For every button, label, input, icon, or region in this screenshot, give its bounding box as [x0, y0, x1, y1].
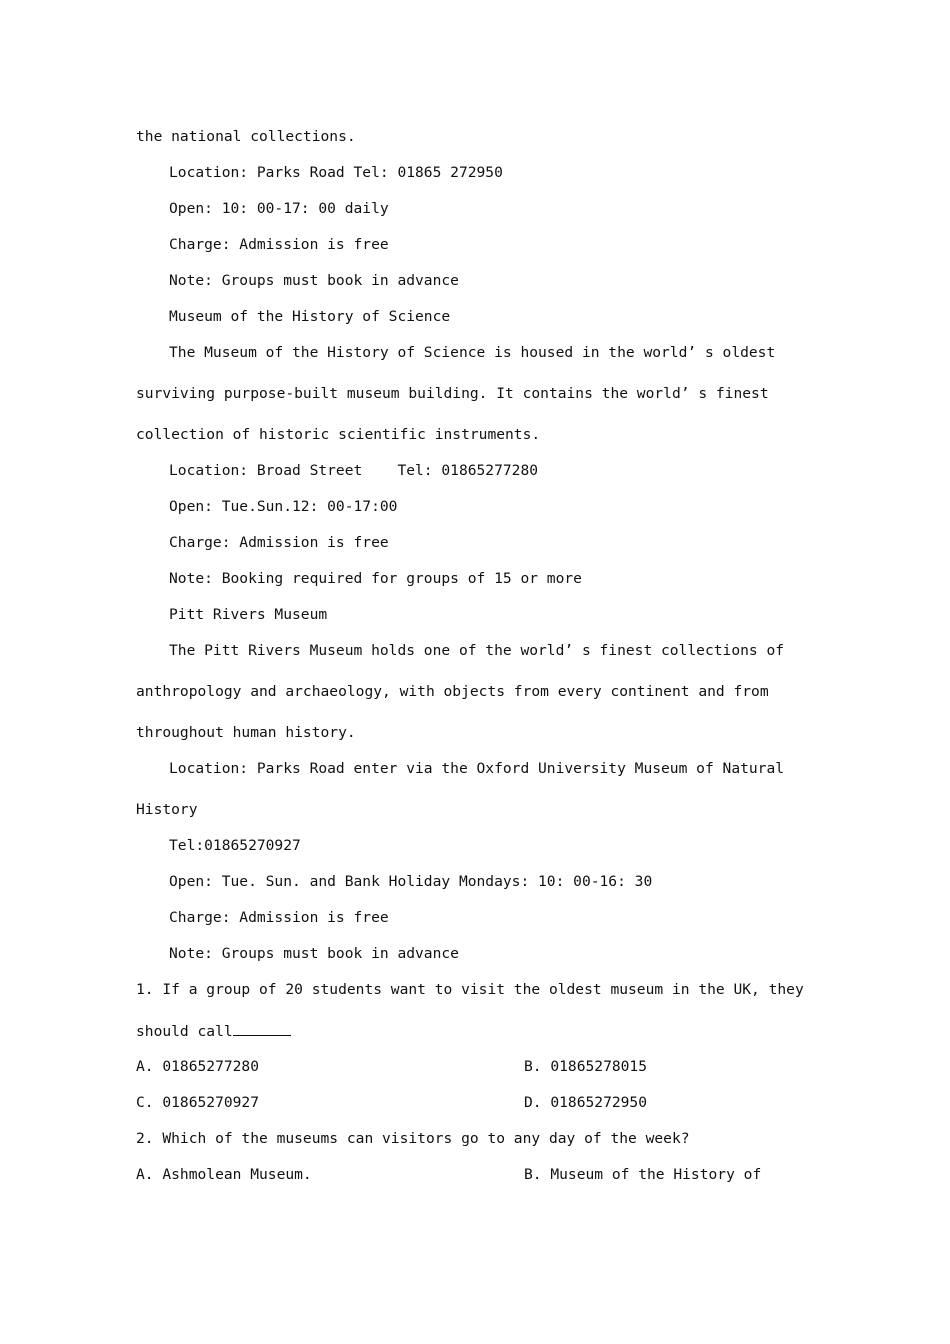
- open-line: Open: 10: 00-17: 00 daily: [169, 200, 389, 217]
- question-1-stem-cont: [136, 1021, 291, 1042]
- location-line: Location: Parks Road enter via the Oxford University Museum of Natural: [169, 760, 785, 777]
- tel-line: Tel:01865270927: [169, 837, 301, 854]
- charge-line: Charge: Admission is free: [169, 236, 389, 253]
- museum-heading: Museum of the History of Science: [169, 308, 451, 325]
- open-line: Open: Tue.Sun.12: 00-17:00: [169, 498, 398, 515]
- paragraph-line: The Museum of the History of Science is housed in the world’ s oldest: [169, 344, 776, 361]
- paragraph-line: anthropology and archaeology, with objects from every continent and from: [136, 683, 769, 700]
- paragraph-line: throughout human history.: [136, 724, 356, 741]
- location-line: Location: Broad Street Tel: 01865277280: [169, 462, 539, 479]
- charge-line: Charge: Admission is free: [169, 534, 389, 551]
- question-1-option-c: C. 01865270927: [136, 1094, 260, 1111]
- museum-heading: Pitt Rivers Museum: [169, 606, 328, 623]
- question-1-option-a: A. 01865277280: [136, 1058, 260, 1075]
- question-1-option-b: B. 01865278015: [524, 1058, 648, 1075]
- charge-line: Charge: Admission is free: [169, 909, 389, 926]
- paragraph-line: surviving purpose-built museum building. It contains the world’ s finest: [136, 385, 769, 402]
- text-line: the national collections.: [136, 128, 356, 145]
- note-line: Note: Groups must book in advance: [169, 945, 459, 962]
- paragraph-line: The Pitt Rivers Museum holds one of the world’ s finest collections of: [169, 642, 785, 659]
- location-line-cont: History: [136, 801, 198, 818]
- answer-blank: [233, 1021, 291, 1036]
- open-line: Open: Tue. Sun. and Bank Holiday Mondays: 10: 00-16: 30: [169, 873, 653, 890]
- question-2-option-a: A. Ashmolean Museum.: [136, 1166, 312, 1183]
- question-1-option-d: D. 01865272950: [524, 1094, 648, 1111]
- note-line: Note: Groups must book in advance: [169, 272, 459, 289]
- location-line: Location: Parks Road Tel: 01865 272950: [169, 164, 503, 181]
- note-line: Note: Booking required for groups of 15 or more: [169, 570, 582, 587]
- question-1-stem: 1. If a group of 20 students want to visit the oldest museum in the UK, they: [136, 981, 804, 998]
- question-1-stem-text: should call: [136, 1023, 233, 1040]
- paragraph-line: collection of historic scientific instruments.: [136, 426, 541, 443]
- question-2-option-b: B. Museum of the History of: [524, 1166, 762, 1183]
- question-2-stem: 2. Which of the museums can visitors go to any day of the week?: [136, 1130, 690, 1147]
